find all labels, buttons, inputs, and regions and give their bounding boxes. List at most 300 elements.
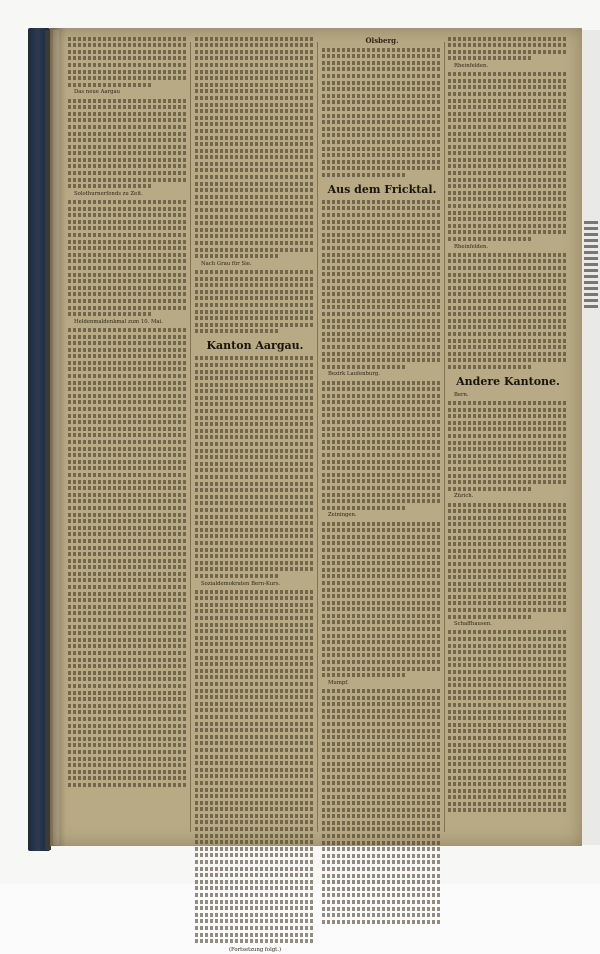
text-line [195,933,315,937]
text-line [68,466,188,470]
text-line [195,761,315,765]
text-line [68,220,188,224]
text-line [322,54,442,58]
text-line [68,266,188,270]
text-line [322,814,442,818]
text-line [68,473,188,477]
text-line [322,345,442,349]
text-line [448,516,568,520]
text-line [322,535,442,539]
text-line [68,99,188,103]
text-line [195,656,315,660]
text-line [322,259,442,263]
text-line [322,900,442,904]
text-line [448,286,568,290]
text-line [195,722,315,726]
text-line [448,292,568,296]
text-line [195,488,315,492]
text-line [195,290,315,294]
text-line [322,788,442,792]
text-line [68,158,188,162]
text-line [322,226,442,230]
text-line [448,299,568,303]
article-snippet: Heldenmaldenkmal zum 10. Mai. [74,318,163,325]
text-line [448,782,568,786]
text-line [322,607,442,611]
text-line [322,709,442,713]
text-line [322,781,442,785]
article-snippet: Nach Grau für Sie. [201,260,252,267]
text-line [195,834,315,838]
text-line [68,559,188,563]
text-line [195,880,315,884]
text-line [68,783,188,787]
text-line [322,574,442,578]
text-line [322,742,442,746]
text-line [195,794,315,798]
text-line [322,206,442,210]
text-line [322,413,442,417]
text-line [322,272,442,276]
text-line [195,208,315,212]
text-line [195,109,315,113]
text-line [195,728,315,732]
text-line [68,717,188,721]
text-line [322,841,442,845]
text-line [448,358,568,362]
text-line [68,770,188,774]
text-line [68,145,188,149]
text-line [68,312,152,316]
text-line [448,529,568,533]
text-line [195,283,315,287]
text-line [448,224,568,228]
text-line [322,667,442,671]
text-line [448,105,568,109]
text-line [68,178,188,182]
text-line [195,508,315,512]
text-line [68,757,188,761]
text-line [322,446,442,450]
text-line [448,132,568,136]
text-line [195,609,315,613]
text-line [448,184,568,188]
text-line [68,56,188,60]
text-line [195,906,315,910]
text-line [68,112,188,116]
text-line [448,217,568,221]
text-line [68,76,188,80]
text-line [195,886,315,890]
text-line [195,201,315,205]
text-line [68,480,188,484]
text-line [322,114,442,118]
text-line [68,63,188,67]
text-line [68,546,188,550]
text-line [322,847,442,851]
text-line [448,50,568,54]
text-line [68,730,188,734]
text-line [195,860,315,864]
text-line [195,96,315,100]
text-line [68,460,188,464]
text-line [68,532,188,536]
text-line [195,623,315,627]
text-line [195,741,315,745]
text-line [195,363,315,367]
text-line [322,394,442,398]
text-line [322,332,442,336]
text-line [448,588,568,592]
text-line [195,574,279,578]
text-line [68,414,188,418]
text-line [195,695,315,699]
text-line [448,138,568,142]
text-line [322,561,442,565]
text-line [68,43,188,47]
text-line [195,248,315,252]
text-line [322,299,442,303]
text-line [322,312,442,316]
text-line [322,748,442,752]
text-line [322,365,406,369]
text-line [68,125,188,129]
text-line [322,279,442,283]
text-line [195,129,315,133]
text-line [322,153,442,157]
text-line [68,506,188,510]
text-line [195,370,315,374]
text-line [448,776,568,780]
text-line [322,768,442,772]
text-line [195,396,315,400]
text-line [448,164,568,168]
text-line [195,939,315,943]
text-line [448,644,568,648]
text-line [68,367,188,371]
text-line [195,847,315,851]
text-line [448,663,568,667]
text-line [448,736,568,740]
text-line [195,228,315,232]
text-line [68,611,188,615]
text-line [322,352,442,356]
text-line [68,453,188,457]
text-line [448,72,568,76]
text-line [195,221,315,225]
text-line [322,239,442,243]
text-line [448,158,568,162]
text-line [195,788,315,792]
text-line [195,195,315,199]
text-line [322,460,442,464]
text-line [322,305,442,309]
text-line [322,133,442,137]
text-line [195,669,315,673]
text-line [195,409,315,413]
text-line [448,151,568,155]
text-line [68,433,188,437]
text-line [448,427,568,431]
text-line [322,735,442,739]
text-line [195,616,315,620]
text-line [195,389,315,393]
article-snippet: Rheinfelden. [454,62,489,69]
text-line [322,173,406,177]
text-line [68,552,188,556]
continuation-note: (Fortsetzung folgt.) [228,947,282,954]
text-line [68,684,188,688]
text-line [322,548,442,552]
text-line [68,499,188,503]
text-line [322,140,442,144]
text-line [195,296,315,300]
text-line [195,521,315,525]
text-line [322,620,442,624]
text-line [195,501,315,505]
text-line [68,710,188,714]
text-line [448,447,568,451]
text-line [195,402,315,406]
text-line [322,867,442,871]
text-line [195,162,315,166]
text-line [322,913,442,917]
text-line [448,145,568,149]
text-line [195,142,315,146]
text-line [68,644,188,648]
text-line [195,310,315,314]
text-line [68,335,188,339]
text-line [322,120,442,124]
text-line [68,213,188,217]
text-line [448,789,568,793]
text-line [322,160,442,164]
text-line [448,85,568,89]
text-line [68,259,188,263]
text-line [68,354,188,358]
column-3 [322,34,442,926]
text-line [68,625,188,629]
text-line [68,374,188,378]
text-line [68,138,188,142]
text-line [322,722,442,726]
text-line [68,105,188,109]
text-line [322,453,442,457]
text-line [195,136,315,140]
text-line [68,83,152,87]
text-line [68,286,188,290]
text-line [195,702,315,706]
text-line [322,493,442,497]
text-line [322,827,442,831]
text-line [322,660,442,664]
section-heading: Aus dem Fricktal. [327,182,437,196]
text-line [448,509,568,513]
text-line [322,292,442,296]
text-line [448,608,568,612]
text-line [322,821,442,825]
text-line [195,913,315,917]
text-line [68,750,188,754]
text-line [68,171,188,175]
text-line [322,506,406,510]
text-line [448,306,568,310]
text-line [68,658,188,662]
text-line [68,164,188,168]
section-heading: Kanton Aargau. [206,339,304,353]
text-line [195,455,315,459]
text-line [448,279,568,283]
text-line [448,37,568,41]
text-line [195,561,315,565]
text-line [195,548,315,552]
text-line [448,690,568,694]
text-line [448,421,568,425]
text-line [448,259,568,263]
text-line [195,495,315,499]
text-line [195,735,315,739]
text-line [448,237,532,241]
text-line [322,200,442,204]
text-line [195,188,315,192]
text-line [322,702,442,706]
text-line [448,467,568,471]
text-line [68,539,188,543]
text-line [195,807,315,811]
text-line [448,562,568,566]
text-line [322,601,442,605]
text-line [322,338,442,342]
text-line [68,328,188,332]
text-line [195,422,315,426]
text-line [448,569,568,573]
text-line [448,657,568,661]
text-line [448,670,568,674]
text-line [448,43,568,47]
text-line [322,94,442,98]
text-line [195,43,315,47]
text-line [448,204,568,208]
text-line [322,433,442,437]
text-line [448,769,568,773]
text-line [68,447,188,451]
text-line [195,356,315,360]
text-line [195,629,315,633]
text-line [448,743,568,747]
text-line [448,319,568,323]
text-line [448,312,568,316]
text-line [195,682,315,686]
text-line [448,710,568,714]
article-snippet: Zürich. [454,493,474,500]
text-line [195,534,315,538]
text-line [322,81,442,85]
text-line [448,365,532,369]
text-line [68,292,188,296]
text-line [68,253,188,257]
text-line [68,246,188,250]
text-line [195,316,315,320]
text-line [68,381,188,385]
text-line [322,627,442,631]
text-line [322,420,442,424]
text-line [195,37,315,41]
text-line [448,56,532,60]
text-line [195,603,315,607]
text-line [448,414,568,418]
text-line [448,118,568,122]
text-line [68,572,188,576]
text-line [448,723,568,727]
text-line [68,677,188,681]
text-line [448,808,568,812]
text-line [322,528,442,532]
text-line [68,341,188,345]
text-line [195,708,315,712]
text-line [195,515,315,519]
text-line [68,592,188,596]
text-line [322,893,442,897]
text-line [322,67,442,71]
text-line [68,737,188,741]
text-line [448,441,568,445]
text-line [195,277,315,281]
text-line [68,361,188,365]
text-line [68,598,188,602]
text-line [322,775,442,779]
text-line [322,920,442,924]
text-line [68,776,188,780]
text-line [322,808,442,812]
text-line [322,581,442,585]
text-line [195,270,315,274]
text-line [195,449,315,453]
text-line [322,100,442,104]
text-line [448,536,568,540]
text-line [322,499,442,503]
text-line [195,116,315,120]
text-line [195,528,315,532]
text-line [448,762,568,766]
text-line [448,191,568,195]
text-line [448,542,568,546]
text-line [68,664,188,668]
text-line [448,795,568,799]
text-line [322,473,442,477]
text-line [448,197,568,201]
text-line [322,614,442,618]
text-line [322,381,442,385]
text-line [322,729,442,733]
text-line [322,874,442,878]
article-snippet: Solothurnerfonds zu Zeit. [74,190,143,197]
text-line [195,590,315,594]
newspaper-page [50,28,582,954]
article-snippet: Bern. [454,391,469,398]
text-line [448,522,568,526]
text-line [322,266,442,270]
text-line [68,691,188,695]
text-line [68,618,188,622]
text-line [322,440,442,444]
text-line [68,200,188,204]
text-line [195,155,315,159]
text-line [195,70,315,74]
text-line [322,246,442,250]
text-line [195,867,315,871]
text-line [195,554,315,558]
text-line [448,454,568,458]
